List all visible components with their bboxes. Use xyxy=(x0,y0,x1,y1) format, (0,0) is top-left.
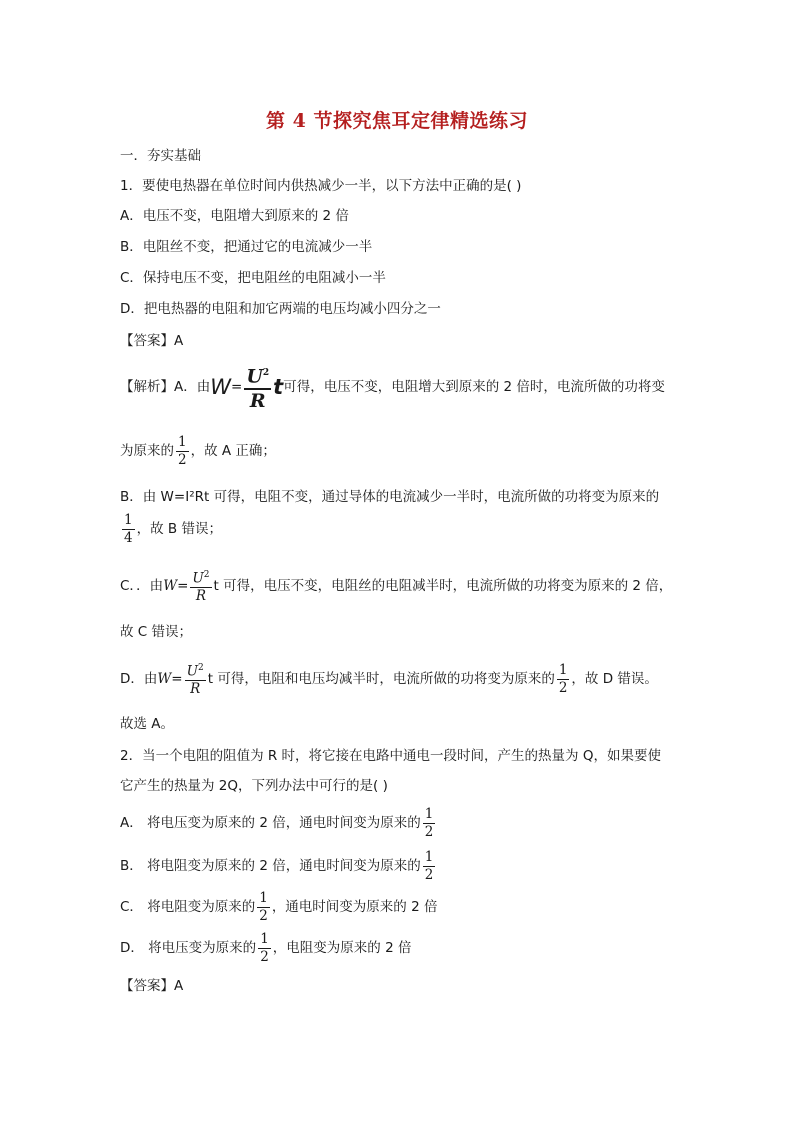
q1-analysis-a xyxy=(120,362,665,412)
q2-option-a-text: A． 将电压变为原来的 2 倍，通电时间变为原来的 xyxy=(120,815,421,831)
q2-option-b xyxy=(120,846,437,886)
formula-eq: = xyxy=(231,379,243,395)
section-heading: 一．夯实基础 xyxy=(120,148,201,164)
fraction-denominator: R xyxy=(244,388,271,412)
fraction-one-quarter: $\frac{1}{4}$ xyxy=(124,511,133,546)
formula-eq: = xyxy=(177,578,189,594)
analysis-c-prefix: C．．由 xyxy=(120,578,164,594)
fraction-numerator: $U^2$ xyxy=(246,365,270,388)
analysis-b2-suffix: ，故 B 错误； xyxy=(136,521,222,537)
q1-analysis-a2 xyxy=(120,432,276,470)
q2-option-d-suffix: ，电阻变为原来的 2 倍 xyxy=(272,940,412,956)
q1-option-c: C．保持电压不变，把电阻丝的电阻减小一半 xyxy=(120,270,386,286)
q2-option-c-prefix: C． 将电阻变为原来的 xyxy=(120,899,256,915)
q2-stem-line1: 2．当一个电阻的阻值为 R 时，将它接在电路中通电一段时间，产生的热量为 Q，如果要使 xyxy=(120,748,661,764)
q2-stem-line2: 它产生的热量为 2Q，下列办法中可行的是( ) xyxy=(120,778,388,794)
q2-option-c xyxy=(120,887,437,927)
analysis-d-prefix: D．由 xyxy=(120,671,158,687)
q1-conclusion: 故选 A。 xyxy=(120,716,175,732)
q1-analysis-c xyxy=(120,566,672,606)
analysis-a-prefix: 【解析】A．由 xyxy=(120,379,211,395)
formula-w: W xyxy=(210,375,232,399)
analysis-d-mid: t 可得，电阻和电压均减半时，电流所做的功将变为原来的 xyxy=(207,671,555,687)
q1-analysis-b: B．由 W=I²Rt 可得，电阻不变，通过导体的电流减少一半时，电流所做的功将变为原来的 xyxy=(120,489,660,505)
fraction-one-half: $\frac{1}{2}$ xyxy=(178,433,187,468)
fraction-one-half: $\frac{1}{2}$ xyxy=(424,805,434,840)
q2-option-d-prefix: D． 将电压变为原来的 xyxy=(120,940,257,956)
analysis-d-suffix: ，故 D 错误。 xyxy=(571,671,658,687)
fraction-one-half: $\frac{1}{2}$ xyxy=(259,889,268,924)
formula-w: W xyxy=(163,578,178,594)
formula-t: t xyxy=(273,375,284,399)
fraction-one-half: $\frac{1}{2}$ xyxy=(558,661,568,696)
q1-answer: 【答案】A xyxy=(120,333,184,349)
q1-analysis-d xyxy=(120,659,658,699)
q2-option-c-suffix: ，通电时间变为原来的 2 倍 xyxy=(271,899,438,915)
formula-w: W xyxy=(157,671,172,687)
analysis-a-suffix: 可得，电压不变，电阻增大到原来的 2 倍时，电流所做的功将变 xyxy=(283,379,665,395)
formula-eq: = xyxy=(171,671,183,687)
analysis-a2-suffix: ，故 A 正确； xyxy=(190,443,276,459)
formula-fraction-u2-r: $\frac{U^2}{R}$ xyxy=(192,569,210,605)
fraction-one-half: $\frac{1}{2}$ xyxy=(424,848,434,883)
q1-option-a: A．电压不变，电阻增大到原来的 2 倍 xyxy=(120,208,349,224)
analysis-c-suffix: t 可得，电压不变，电阻丝的电阻减半时，电流所做的功将变为原来的 2 倍， xyxy=(213,578,673,594)
q2-answer: 【答案】A xyxy=(120,978,184,994)
formula-fraction-u2-r xyxy=(244,362,271,411)
q2-option-a xyxy=(120,803,437,843)
page-title: 第 4 节探究焦耳定律精选练习 xyxy=(266,110,528,132)
formula-fraction-u2-r: $\frac{U^2}{R}$ xyxy=(186,662,204,698)
fraction-one-half: $\frac{1}{2}$ xyxy=(260,930,269,965)
q1-option-b: B．电阻丝不变，把通过它的电流减少一半 xyxy=(120,239,373,255)
q1-option-d: D．把电热器的电阻和加它两端的电压均减小四分之一 xyxy=(120,301,441,317)
analysis-a2-prefix: 为原来的 xyxy=(120,443,174,459)
q2-option-b-text: B． 将电阻变为原来的 2 倍，通电时间变为原来的 xyxy=(120,858,421,874)
q1-stem: 1．要使电热器在单位时间内供热减少一半，以下方法中正确的是( ) xyxy=(120,178,522,194)
q2-option-d xyxy=(120,928,411,968)
q1-analysis-b2 xyxy=(120,510,222,548)
q1-analysis-c2: 故 C 错误； xyxy=(120,624,193,640)
